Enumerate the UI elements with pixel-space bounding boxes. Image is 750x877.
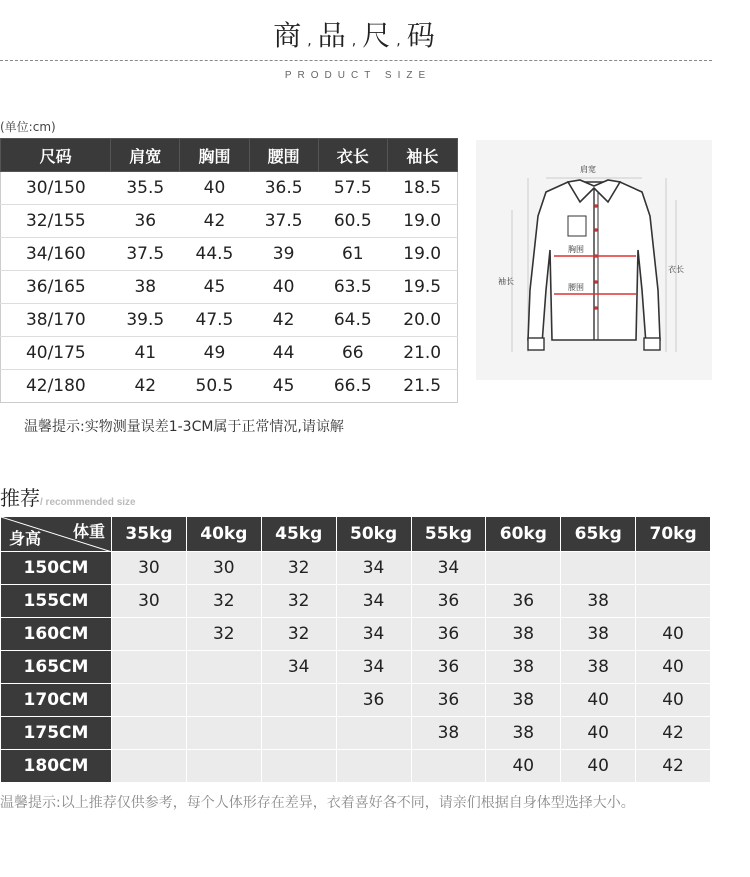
table-cell xyxy=(261,750,336,783)
size-table-header xyxy=(1,139,458,172)
recommend-title: 推荐 xyxy=(0,486,40,510)
table-cell: 40 xyxy=(249,271,318,304)
height-axis-label: 身高 xyxy=(9,529,42,548)
table-cell: 36 xyxy=(111,205,180,238)
recommend-table xyxy=(0,516,711,783)
table-cell: 42 xyxy=(180,205,249,238)
height-row-header: 160CM xyxy=(1,618,112,651)
title-char: 码 xyxy=(406,19,437,52)
table-cell xyxy=(186,750,261,783)
table-cell: 63.5 xyxy=(318,271,387,304)
table-cell: 40 xyxy=(636,684,711,717)
table-cell: 34 xyxy=(336,618,411,651)
table-cell xyxy=(186,651,261,684)
table-cell: 34 xyxy=(336,552,411,585)
table-cell: 34/160 xyxy=(1,238,111,271)
table-row xyxy=(1,172,458,205)
table-cell xyxy=(411,750,486,783)
table-cell: 34 xyxy=(411,552,486,585)
title-char: 尺 xyxy=(362,19,393,52)
table-row xyxy=(1,750,711,783)
table-cell xyxy=(112,651,187,684)
table-cell: 60.5 xyxy=(318,205,387,238)
table-cell: 38 xyxy=(561,618,636,651)
page-subtitle: PRODUCT SIZE xyxy=(284,70,432,81)
column-header: 衣长 xyxy=(318,139,387,172)
table-cell: 32 xyxy=(261,618,336,651)
table-cell: 50.5 xyxy=(180,370,249,403)
table-row xyxy=(1,271,458,304)
table-cell xyxy=(186,717,261,750)
table-cell: 21.0 xyxy=(387,337,457,370)
table-cell: 36 xyxy=(411,684,486,717)
table-cell: 42 xyxy=(636,717,711,750)
table-row xyxy=(1,238,458,271)
shirt-diagram xyxy=(476,140,712,380)
shirt-icon xyxy=(476,140,712,380)
recommend-table-header xyxy=(1,517,711,552)
weight-header: 60kg xyxy=(486,517,561,552)
table-cell: 45 xyxy=(249,370,318,403)
table-cell xyxy=(112,618,187,651)
weight-header: 70kg xyxy=(636,517,711,552)
table-cell: 34 xyxy=(336,585,411,618)
table-cell: 38 xyxy=(561,585,636,618)
height-row-header: 175CM xyxy=(1,717,112,750)
table-cell: 40 xyxy=(636,618,711,651)
table-cell: 38 xyxy=(486,717,561,750)
divider xyxy=(0,60,712,61)
sleeve-label: 袖长 xyxy=(498,277,514,286)
table-cell: 36 xyxy=(411,618,486,651)
table-cell: 32 xyxy=(186,585,261,618)
table-cell: 36 xyxy=(486,585,561,618)
table-cell: 64.5 xyxy=(318,304,387,337)
table-cell: 66 xyxy=(318,337,387,370)
height-row-header: 155CM xyxy=(1,585,112,618)
table-cell: 30 xyxy=(186,552,261,585)
weight-header: 45kg xyxy=(261,517,336,552)
size-table xyxy=(0,138,458,403)
weight-header: 40kg xyxy=(186,517,261,552)
title-char: 品 xyxy=(317,19,348,52)
waist-label: 腰围 xyxy=(568,283,584,292)
table-cell: 19.0 xyxy=(387,238,457,271)
table-cell: 38 xyxy=(486,618,561,651)
table-cell xyxy=(336,750,411,783)
column-header: 胸围 xyxy=(180,139,249,172)
unit-label: (单位:cm) xyxy=(0,120,56,134)
table-cell: 39 xyxy=(249,238,318,271)
height-row-header: 180CM xyxy=(1,750,112,783)
length-label: 衣长 xyxy=(668,265,684,274)
weight-header: 55kg xyxy=(411,517,486,552)
table-row xyxy=(1,651,711,684)
title-char: 商 xyxy=(273,19,304,52)
table-cell: 42/180 xyxy=(1,370,111,403)
title-separator: , xyxy=(307,33,314,49)
table-cell xyxy=(336,717,411,750)
table-cell: 37.5 xyxy=(111,238,180,271)
weight-header: 65kg xyxy=(561,517,636,552)
table-cell: 36 xyxy=(336,684,411,717)
column-header: 袖长 xyxy=(387,139,457,172)
table-row xyxy=(1,337,458,370)
table-cell: 32 xyxy=(186,618,261,651)
table-cell xyxy=(261,717,336,750)
table-cell: 61 xyxy=(318,238,387,271)
table-row xyxy=(1,370,458,403)
table-cell: 40 xyxy=(636,651,711,684)
table-cell: 40 xyxy=(180,172,249,205)
table-cell: 66.5 xyxy=(318,370,387,403)
weight-header: 50kg xyxy=(336,517,411,552)
table-cell: 38 xyxy=(111,271,180,304)
measure-note: 温馨提示:实物测量误差1-3CM属于正常情况,请谅解 xyxy=(24,419,344,435)
table-cell: 34 xyxy=(261,651,336,684)
table-cell: 49 xyxy=(180,337,249,370)
table-row xyxy=(1,552,711,585)
table-row xyxy=(1,205,458,238)
recommend-note: 温馨提示:以上推荐仅供参考，每个人体形存在差异，衣着喜好各不同，请亲们根据自身体型选择大小。 xyxy=(0,795,635,811)
table-row xyxy=(1,585,711,618)
height-row-header: 150CM xyxy=(1,552,112,585)
table-cell: 40 xyxy=(561,717,636,750)
table-cell: 35.5 xyxy=(111,172,180,205)
table-cell: 38 xyxy=(411,717,486,750)
table-cell: 38 xyxy=(561,651,636,684)
table-cell: 45 xyxy=(180,271,249,304)
table-cell: 47.5 xyxy=(180,304,249,337)
table-cell xyxy=(261,684,336,717)
column-header: 腰围 xyxy=(249,139,318,172)
table-cell: 36 xyxy=(411,651,486,684)
table-cell: 42 xyxy=(111,370,180,403)
table-cell: 40 xyxy=(561,750,636,783)
recommend-subtitle: / recommended size xyxy=(40,497,136,508)
table-cell: 20.0 xyxy=(387,304,457,337)
chest-label: 胸围 xyxy=(568,245,584,254)
table-row xyxy=(1,717,711,750)
corner-cell xyxy=(1,517,112,552)
height-row-header: 165CM xyxy=(1,651,112,684)
table-cell: 37.5 xyxy=(249,205,318,238)
table-cell: 18.5 xyxy=(387,172,457,205)
table-cell: 39.5 xyxy=(111,304,180,337)
table-cell: 40/175 xyxy=(1,337,111,370)
table-row xyxy=(1,304,458,337)
page-title xyxy=(0,14,710,54)
table-cell: 19.5 xyxy=(387,271,457,304)
table-cell xyxy=(186,684,261,717)
table-cell: 21.5 xyxy=(387,370,457,403)
table-cell: 30 xyxy=(112,585,187,618)
recommend-header xyxy=(0,482,136,511)
table-cell: 36/165 xyxy=(1,271,111,304)
shoulder-label: 肩宽 xyxy=(580,165,596,174)
table-cell xyxy=(636,585,711,618)
title-separator: , xyxy=(351,33,359,49)
table-cell: 19.0 xyxy=(387,205,457,238)
column-header: 尺码 xyxy=(1,139,111,172)
table-cell: 41 xyxy=(111,337,180,370)
table-cell: 32/155 xyxy=(1,205,111,238)
table-cell: 44.5 xyxy=(180,238,249,271)
weight-header: 35kg xyxy=(112,517,187,552)
table-row xyxy=(1,618,711,651)
table-cell: 38/170 xyxy=(1,304,111,337)
column-header: 肩宽 xyxy=(111,139,180,172)
table-cell: 38 xyxy=(486,651,561,684)
weight-axis-label: 体重 xyxy=(72,522,105,541)
title-separator: , xyxy=(396,33,403,49)
table-cell: 40 xyxy=(486,750,561,783)
table-cell: 42 xyxy=(249,304,318,337)
table-cell xyxy=(486,552,561,585)
table-cell xyxy=(112,750,187,783)
table-cell xyxy=(561,552,636,585)
table-cell: 32 xyxy=(261,585,336,618)
table-cell: 42 xyxy=(636,750,711,783)
table-cell xyxy=(112,684,187,717)
table-cell xyxy=(112,717,187,750)
table-cell: 57.5 xyxy=(318,172,387,205)
table-cell: 32 xyxy=(261,552,336,585)
table-cell: 40 xyxy=(561,684,636,717)
table-cell xyxy=(636,552,711,585)
table-cell: 30/150 xyxy=(1,172,111,205)
height-row-header: 170CM xyxy=(1,684,112,717)
table-row xyxy=(1,684,711,717)
table-cell: 44 xyxy=(249,337,318,370)
table-cell: 38 xyxy=(486,684,561,717)
table-cell: 30 xyxy=(112,552,187,585)
table-cell: 36 xyxy=(411,585,486,618)
table-cell: 36.5 xyxy=(249,172,318,205)
table-cell: 34 xyxy=(336,651,411,684)
